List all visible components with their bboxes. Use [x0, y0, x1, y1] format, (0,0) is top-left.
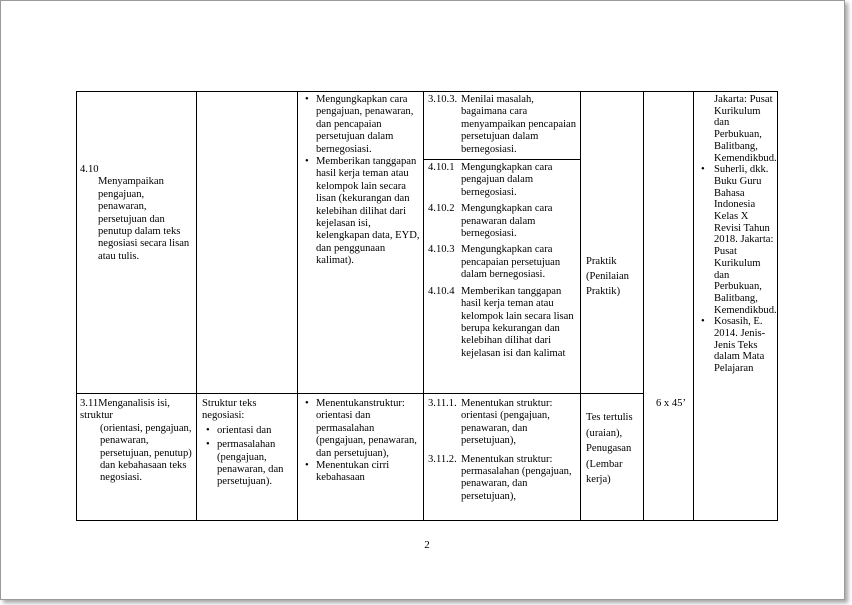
- column-divider: [693, 92, 694, 520]
- activities-cell: [301, 94, 421, 268]
- indicator-text: Menentukan struktur: orientasi (pengajuan, penawaran, dan persetujuan),: [461, 398, 553, 447]
- indicator-item: [428, 286, 578, 360]
- kd-number: 3.11: [80, 398, 99, 409]
- indicator-text: Mengungkapkan cara pengajuan dalam bernegosiasi.: [461, 162, 553, 198]
- column-divider: [196, 92, 197, 520]
- indicators-cell: [428, 94, 578, 360]
- kd-heading: [80, 398, 194, 423]
- time-allocation: 6 x 45’: [655, 398, 686, 409]
- indicator-item: [428, 244, 578, 281]
- indicator-number: 3.11.2.: [428, 453, 457, 465]
- indicator-item: [428, 454, 578, 504]
- indicator-number: 4.10.3: [428, 244, 455, 256]
- source-continuation: Jakarta: Pusat Kurikulum dan Perbukuan, Balitbang, Kemendikbud.: [714, 94, 777, 164]
- indicator-number: 3.10.3.: [428, 94, 458, 105]
- indicator-item: [428, 94, 578, 156]
- kd-number: 4.10: [80, 164, 99, 175]
- indicator-text: Mengungkapkan cara penawaran dalam bernegosiasi.: [461, 203, 553, 240]
- row-divider: [77, 393, 643, 394]
- indicators-cell: [428, 398, 578, 503]
- column-divider: [643, 92, 644, 520]
- column-divider: [580, 92, 581, 520]
- indicator-number: 4.10.4: [428, 285, 455, 297]
- column-divider: [423, 92, 424, 520]
- material-title: Struktur teks negosiasi:: [202, 398, 257, 422]
- activities-cell: [301, 398, 421, 485]
- page-number: 2: [424, 539, 430, 551]
- activity-item: • Menentukanstruktur: orientasi dan permasalahan (pengajuan, penawaran, dan persetujuan),: [301, 398, 421, 460]
- indicator-item: [428, 203, 578, 240]
- syllabus-table: [76, 91, 778, 521]
- activity-item: • Mengungkapkan cara pengajuan, penawaran, dan pencapaian persetujuan dalam bernegosiasi.: [301, 94, 421, 156]
- indicator-number: 3.11.1.: [428, 398, 457, 409]
- column-divider: [297, 92, 298, 520]
- kd-text-continued: (orientasi, pengajuan, penawaran, persetujuan, penutup) dan kebahasaan teks negosiasi.: [100, 422, 192, 484]
- indicator-number: 4.10.2: [428, 203, 455, 215]
- material-item: • orientasi dan: [202, 425, 296, 437]
- indicator-text: Menilai masalah, bagaimana cara menyampaikan pencapaian persetujuan dalam bernegosiasi.: [461, 94, 577, 155]
- kd-text: Menganalisis isi, struktur: [80, 398, 170, 422]
- sources-cell: [697, 94, 775, 375]
- material-item: • permasalahan (pengajuan, penawaran, dan persetujuan).: [202, 439, 296, 489]
- assessment-cell: Tes tertulis (uraian), Penugasan (Lembar kerja): [586, 412, 633, 485]
- kd-cell: [80, 398, 194, 485]
- source-item: • Suherli, dkk. Buku Guru Bahasa Indonesia Kelas X Revisi Tahun 2018. Jakarta: Pusat Kurikulum dan Perbukuan, Balitbang, Kemendikbud.: [697, 164, 775, 316]
- kd-text: Menyampaikan pengajuan, penawaran, persetujuan dan penutup dalam teks negosiasi secara lisan atau tulis.: [98, 176, 190, 262]
- activity-item: • Menentukan cirri kebahasaan: [301, 460, 421, 485]
- kd-cell: [80, 164, 193, 263]
- indicator-number: 4.10.1: [428, 162, 455, 174]
- assessment-cell: Praktik (Penilaian Praktik): [586, 256, 629, 297]
- indicator-text: Memberikan tanggapan hasil kerja teman atau kelompok lain secara lisan berupa kekurangan dan kelebihan dilihat dari kejelasan isi dan kalimat: [461, 285, 574, 359]
- indicator-text: Menentukan struktur: permasalahan (pengajuan, penawaran, dan persetujuan),: [461, 453, 572, 502]
- source-item: • Kosasih, E. 2014. Jenis-Jenis Teks dalam Mata Pelajaran: [697, 316, 775, 375]
- material-cell: [202, 398, 296, 489]
- activity-item: • Memberikan tanggapan hasil kerja teman atau kelompok lain secara lisan (kekurangan dan kelebihan dilihat dari kejelasan isi, kelengkapan data, EYD, dan penggunaan kalimat).: [301, 156, 421, 268]
- indicator-item: [428, 162, 578, 199]
- indicator-item: [428, 398, 578, 448]
- indicator-text: Mengungkapkan cara pencapaian persetujuan dalam bernegosiasi.: [461, 244, 561, 281]
